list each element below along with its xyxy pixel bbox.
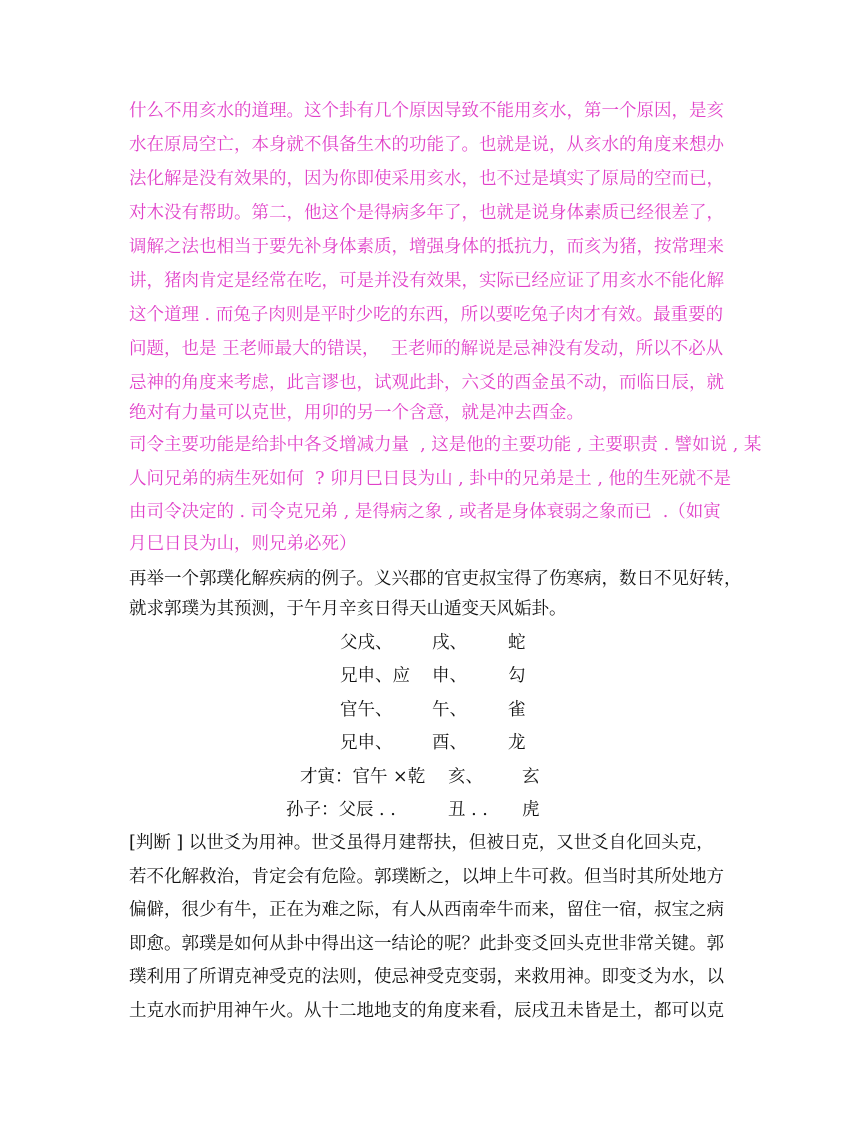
text-line: 月巳日艮为山，则兄弟必死） — [129, 534, 357, 554]
hexagram-cell: 兄申、 — [340, 733, 393, 753]
text-line: 璞利用了所谓克神受克的法则，使忌神受克变弱，来救用神。即变爻为水，以 — [129, 967, 724, 987]
text-line: 再举一个郭璞化解疾病的例子。义兴郡的官吏叔宝得了伤寒病，数日不见好转， — [129, 569, 742, 589]
text-line: 就求郭璞为其预测，于午月辛亥日得天山遁变天风姤卦。 — [129, 599, 567, 619]
text-line: 忌神的角度来考虑，此言谬也，试观此卦，六爻的酉金虽不动，而临日辰，就 — [129, 373, 724, 393]
hexagram-cell: 雀 — [508, 700, 526, 720]
hexagram-cell: 孙子：父辰 . . — [286, 800, 396, 820]
text-line: 绝对有力量可以克世，用卯的另一个含意，就是冲去酉金。 — [129, 403, 584, 423]
hexagram-cell: 官午、 — [340, 700, 393, 720]
hexagram-cell: 才寅：官午 ×乾 — [300, 767, 426, 787]
text-line: 土克水而护用神午火。从十二地地支的角度来看，辰戌丑未皆是土，都可以克 — [129, 1001, 724, 1021]
text-line: [判断 ] 以世爻为用神。世爻虽得月建帮扶，但被日克，又世爻自化回头克， — [129, 833, 714, 853]
hexagram-cell: 虎 — [522, 800, 540, 820]
text-line: 若不化解救治，肯定会有危险。郭璞断之，以坤上牛可救。但当时其所处地方 — [129, 867, 724, 887]
hexagram-cell: 龙 — [508, 733, 526, 753]
text-line: 调解之法也相当于要先补身体素质，增强身体的抵抗力，而亥为猪，按常理来 — [129, 237, 724, 257]
text-line: 水在原局空亡，本身就不俱备生木的功能了。也就是说，从亥水的角度来想办 — [129, 135, 724, 155]
hexagram-cell: 午、 — [432, 700, 467, 720]
hexagram-cell: 勾 — [508, 666, 526, 686]
hexagram-cell: 蛇 — [508, 633, 526, 653]
hexagram-cell: 兄申、应 — [340, 666, 410, 686]
text-line: 问题，也是 王老师最大的错误， 王老师的解说是忌神没有发动，所以不必从 — [129, 339, 724, 359]
hexagram-cell: 亥、 — [448, 767, 483, 787]
text-line: 这个道理 . 而兔子肉则是平时少吃的东西，所以要吃兔子肉才有效。最重要的 — [129, 305, 724, 325]
text-line: 人问兄弟的病生死如何 ? 卯月巳日艮为山 , 卦中的兄弟是土 , 他的生死就不是 — [129, 469, 731, 489]
hexagram-cell: 父戌、 — [340, 633, 393, 653]
text-line: 偏僻，很少有牛，正在为难之际，有人从西南牵牛而来，留住一宿，叔宝之病 — [129, 900, 724, 920]
text-line: 什么不用亥水的道理。这个卦有几个原因导致不能用亥水，第一个原因，是亥 — [129, 101, 724, 121]
hexagram-cell: 酉、 — [432, 733, 467, 753]
hexagram-cell: 戌、 — [432, 633, 467, 653]
text-line: 法化解是没有效果的，因为你即使采用亥水，也不过是填实了原局的空而已， — [129, 169, 724, 189]
text-line: 即愈。郭璞是如何从卦中得出这一结论的呢？此卦变爻回头克世非常关键。郭 — [129, 934, 724, 954]
text-line: 司令主要功能是给卦中各爻增减力量 , 这是他的主要功能 , 主要职责 . 譬如说 , 某 — [129, 435, 762, 455]
hexagram-cell: 丑 . . — [448, 800, 488, 820]
text-line: 讲，猪肉肯定是经常在吃，可是并没有效果，实际已经应证了用亥水不能化解 — [129, 271, 724, 291]
text-line: 由司令决定的 . 司令克兄弟 , 是得病之象 , 或者是身体衰弱之象而已 .（如寅 — [129, 502, 721, 522]
hexagram-cell: 玄 — [522, 767, 540, 787]
text-line: 对木没有帮助。第二，他这个是得病多年了，也就是说身体素质已经很差了， — [129, 203, 724, 223]
hexagram-cell: 申、 — [432, 666, 467, 686]
